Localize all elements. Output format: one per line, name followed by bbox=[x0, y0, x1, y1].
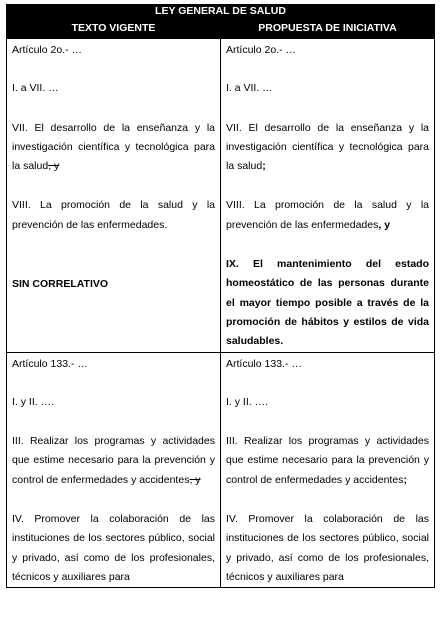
sin-correlativo: SIN CORRELATIVO bbox=[12, 278, 109, 291]
header-propuesta: PROPUESTA DE INICIATIVA bbox=[220, 18, 434, 38]
col-propuesta bbox=[220, 353, 434, 588]
struck-text: , y bbox=[189, 473, 201, 486]
table-title: LEY GENERAL DE SALUD bbox=[7, 5, 434, 18]
fraccion-i-ii: I. y II. …. bbox=[226, 395, 269, 408]
added-text: ; bbox=[403, 473, 407, 486]
struck-text: , y bbox=[48, 160, 60, 173]
fraccion-iv: IV. Promover la colaboración de las instituciones de los sectores público, social y privado, así como de los profesionales, técnicos y auxiliares para bbox=[12, 513, 215, 583]
added-text: , y bbox=[378, 218, 391, 231]
fraccion-iii-text: III. Realizar los programas y actividades que estime necesario para la prevención y control de enfermedades y accidentes bbox=[226, 435, 429, 486]
header-texto-vigente: TEXTO VIGENTE bbox=[7, 18, 220, 38]
fraccion-i-ii: I. y II. …. bbox=[12, 395, 55, 408]
section-articulo-2 bbox=[7, 38, 434, 352]
fraccion-iv: IV. Promover la colaboración de las instituciones de los sectores público, social y privado, así como de los profesionales, técnicos y auxiliares para bbox=[226, 513, 429, 583]
section-articulo-133 bbox=[7, 352, 434, 588]
fraccion-iii bbox=[226, 432, 429, 490]
fraccion-ix: IX. El mantenimiento del estado homeostático de las personas durante el mayor tiempo posible a través de la promoción de hábitos y estilos de vida saludables. bbox=[226, 258, 429, 348]
article-heading: Artículo 2o.- … bbox=[12, 44, 83, 56]
article-heading: Artículo 2o.- … bbox=[226, 44, 297, 56]
fraccion-i-vii: I. a VII. … bbox=[226, 82, 273, 95]
fraccion-i-vii: I. a VII. … bbox=[12, 82, 59, 95]
fraccion-vii-text: VII. El desarrollo de la enseñanza y la investigación científica y tecnológica para la salud bbox=[226, 121, 429, 173]
fraccion-vii bbox=[226, 119, 429, 177]
fraccion-viii bbox=[226, 196, 429, 235]
column-headers bbox=[7, 18, 434, 38]
col-texto-vigente bbox=[7, 39, 220, 352]
comparison-table bbox=[6, 4, 435, 588]
col-texto-vigente bbox=[7, 353, 220, 588]
fraccion-vii-text: VII. El desarrollo de la enseñanza y la investigación científica y tecnológica para la salud bbox=[12, 121, 215, 173]
article-heading: Artículo 133.- … bbox=[12, 357, 88, 370]
fraccion-vii bbox=[12, 119, 215, 177]
col-propuesta bbox=[220, 39, 434, 352]
fraccion-iii-text: III. Realizar los programas y actividades que estime necesario para la prevención y control de enfermedades y accidentes bbox=[12, 435, 215, 486]
article-heading: Artículo 133.- … bbox=[226, 357, 302, 370]
fraccion-viii: VIII. La promoción de la salud y la prevención de las enfermedades. bbox=[12, 199, 215, 231]
fraccion-iii bbox=[12, 432, 215, 490]
fraccion-viii-text: VIII. La promoción de la salud y la prevención de las enfermedades bbox=[226, 199, 429, 231]
added-text: ; bbox=[262, 160, 266, 173]
